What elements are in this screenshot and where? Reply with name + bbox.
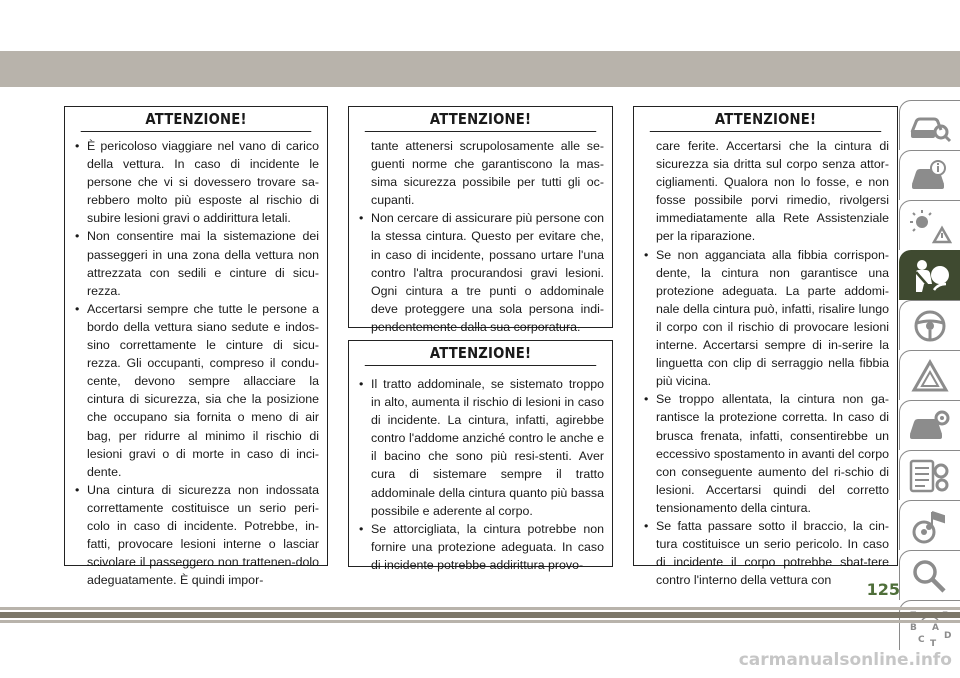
warning-list <box>359 375 604 574</box>
multimedia-icon <box>908 508 952 544</box>
car-magnifier-icon <box>908 108 952 144</box>
seatbelt-airbag-icon <box>908 258 952 294</box>
warning-item: • Se non agganciata alla fibbia corrispon-dente, la cintura non garantisce una protezione adeguata. La parte addomi-nale della cintura può, infatti, risalire lungo il corpo con il rischio di provocare lesioni interne. Accertarsi sempre di in-serire la linguetta con clip di serraggio nella fibbia più vicina. <box>644 246 889 391</box>
index-letter: T <box>930 639 937 648</box>
warning-item: • Non cercare di assicurare più persone con la stessa cintura. Questo per evitare che, in caso di incidente, possano urtare l'una contro l'altra procurandosi gravi lesioni. Ogni cintura a tre punti o addominale deve proteggere una sola persona indi-pendentemente dalla sua corporatura. <box>359 209 604 336</box>
steering-wheel-icon <box>908 308 952 344</box>
specs-gear-icon <box>908 458 952 494</box>
car-info-icon <box>908 158 952 194</box>
tab-multimedia[interactable] <box>899 500 960 550</box>
warning-list <box>644 246 889 590</box>
page-number: 125 <box>866 580 900 599</box>
warning-item: • Una cintura di sicurezza non indossata correttamente costituisce un serio peri-colo in caso di incidente. Potrebbe, in-fatti, provocare lesioni interne o lasciar scivolare il passeggero non trattenen-dolo adeguatamente. È quindi impor- <box>75 481 319 590</box>
warning-box-2 <box>348 106 613 334</box>
tab-car-inspection[interactable] <box>899 100 960 150</box>
warning-continuation: care ferite. Accertarsi che la cintura di sicurezza sia dritta sul corpo senza attor-cigliamenti. Qualora non lo fosse, e non fosse possibile porvi rimedio, rivolgersi immediatamente alla Rete Assistenziale per la riparazione. <box>656 139 889 244</box>
footer-rule-light <box>0 607 960 610</box>
warning-box-1 <box>64 106 328 588</box>
warning-title: ATTENZIONE! <box>81 107 312 132</box>
search-index-icon <box>908 558 952 594</box>
warning-box-3 <box>348 340 613 572</box>
warning-item: • Se troppo allentata, la cintura non ga-rantisce la protezione corretta. In caso di brusca frenata, infatti, consentirebbe un eccessivo spostamento in avanti del corpo con conseguente aumento del ri-schio di lesioni. Accertarsi quindi del corretto tensionamento della cintura. <box>644 390 889 517</box>
warning-item: • È pericoloso viaggiare nel vano di carico della vettura. In caso di incidente le persone che vi si dovessero trovare sa-rebbero molto più esposte al rischio di subire lesioni gravi o addirittura letali. <box>75 137 319 227</box>
warning-title: ATTENZIONE! <box>650 107 881 132</box>
index-letter: D <box>944 631 952 641</box>
warning-box-4 <box>633 106 898 588</box>
footer-rule-light <box>0 620 960 623</box>
hazard-triangle-icon <box>908 358 952 394</box>
warning-item: • Se fatta passare sotto il braccio, la cin-tura costituisce un serio pericolo. In caso di incidente il corpo potrebbe sbat-tere contro l'interno della vettura con <box>644 517 889 589</box>
warning-continuation: tante attenersi scrupolosamente alle se-guenti norme che garantiscono la mas-sima sicurezza possibile per tutti gli oc-cupanti. <box>371 139 604 208</box>
tab-driving[interactable] <box>899 300 960 350</box>
tab-search[interactable] <box>899 550 960 600</box>
warning-item: • Accertarsi sempre che tutte le persone a bordo della vettura siano sedute e indos-sino correttamente le cinture di sicu-rezza. Gli occupanti, compreso il condu-cente, devono sempre allacciare la cintura di sicurezza, sia che la posizione che occupano sia fornita o meno di air bag, per ridurre al minimo il rischio di lesioni gravi o di morte in caso di inci-dente. <box>75 300 319 481</box>
warning-light-icon <box>908 208 952 244</box>
warning-item: • Il tratto addominale, se sistemato troppo in alto, aumenta il rischio di lesioni in caso di incidente. La cintura, infatti, agirebbe contro l'addome anziché contro le anche e il bacino che sono più resi-stenti. Aver cura di sistemare sempre il tratto addominale della cintura quanto più bassa possibile e aderente al corpo. <box>359 375 604 520</box>
warning-title: ATTENZIONE! <box>365 107 596 132</box>
tab-emergency[interactable] <box>899 350 960 400</box>
tab-maintenance[interactable] <box>899 400 960 450</box>
warning-list <box>75 137 319 589</box>
warning-title: ATTENZIONE! <box>365 341 596 366</box>
tab-technical-specs[interactable] <box>899 450 960 500</box>
tab-safety[interactable] <box>899 250 960 300</box>
index-letter: C <box>918 635 925 645</box>
car-service-icon <box>908 408 952 444</box>
index-letter: B <box>910 623 917 633</box>
index-letter: A <box>932 623 939 633</box>
warning-list <box>359 209 604 336</box>
footer-rule-dark <box>0 612 960 618</box>
warning-item: • Non consentire mai la sistemazione dei passeggeri in una zona della vettura non attrezzata con sedili e cinture di sicu-rezza. <box>75 227 319 299</box>
tab-warning-lights[interactable] <box>899 200 960 250</box>
header-band <box>0 51 960 87</box>
tab-car-info[interactable] <box>899 150 960 200</box>
warning-item: • Se attorcigliata, la cintura potrebbe non fornire una protezione adeguata. In caso di incidente potrebbe addirittura provo- <box>359 520 604 574</box>
watermark: carmanualsonline.info <box>738 650 952 670</box>
